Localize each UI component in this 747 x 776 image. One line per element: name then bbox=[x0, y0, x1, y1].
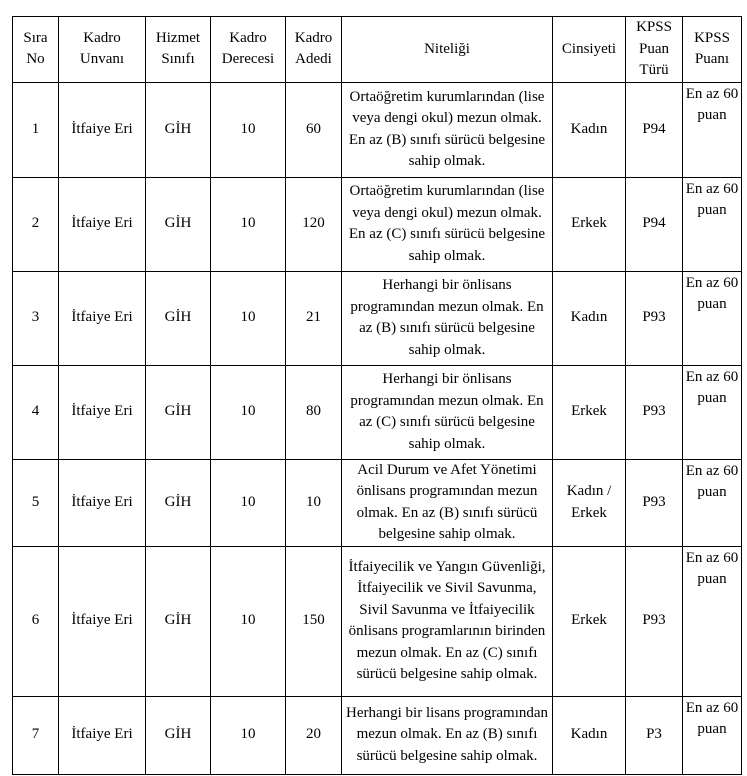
table-row bbox=[13, 177, 742, 271]
cell-hizmet-sinifi: GİH bbox=[146, 271, 211, 365]
cell-cinsiyeti: Erkek bbox=[553, 177, 626, 271]
cell-kpss-puani: En az 60 puan bbox=[683, 459, 742, 546]
cell-kadro-derecesi: 10 bbox=[211, 459, 286, 546]
cell-kadro-derecesi: 10 bbox=[211, 365, 286, 459]
header-kpss-puani: KPSS Puanı bbox=[683, 17, 742, 83]
cell-kpss-puani: En az 60 puan bbox=[683, 546, 742, 696]
cell-niteligi: Acil Durum ve Afet Yönetimi önlisans programından mezun olmak. En az (B) sınıfı sürücü belgesine sahip olmak. bbox=[342, 459, 553, 546]
cell-sira-no: 5 bbox=[13, 459, 59, 546]
cell-sira-no: 4 bbox=[13, 365, 59, 459]
header-sira-no: Sıra No bbox=[13, 17, 59, 83]
cell-sira-no: 2 bbox=[13, 177, 59, 271]
header-kadro-adedi: Kadro Adedi bbox=[286, 17, 342, 83]
cell-kpss-puan-turu: P93 bbox=[626, 546, 683, 696]
table-row bbox=[13, 271, 742, 365]
cell-hizmet-sinifi: GİH bbox=[146, 177, 211, 271]
table-row bbox=[13, 696, 742, 774]
cell-kpss-puan-turu: P3 bbox=[626, 696, 683, 774]
cell-niteligi: Ortaöğretim kurumlarından (lise veya dengi okul) mezun olmak. En az (C) sınıfı sürücü belgesine sahip olmak. bbox=[342, 177, 553, 271]
cell-kadro-adedi: 150 bbox=[286, 546, 342, 696]
cell-hizmet-sinifi: GİH bbox=[146, 82, 211, 177]
table-row bbox=[13, 82, 742, 177]
header-kadro-unvani: Kadro Unvanı bbox=[59, 17, 146, 83]
cell-kpss-puani: En az 60 puan bbox=[683, 271, 742, 365]
cell-kadro-derecesi: 10 bbox=[211, 546, 286, 696]
header-niteligi: Niteliği bbox=[342, 17, 553, 83]
cell-niteligi: Herhangi bir lisans programından mezun olmak. En az (B) sınıfı sürücü belgesine sahip olmak. bbox=[342, 696, 553, 774]
table-row bbox=[13, 546, 742, 696]
cell-niteligi: İtfaiyecilik ve Yangın Güvenliği, İtfaiyecilik ve Sivil Savunma, Sivil Savunma ve İtfaiyecilik önlisans programlarının birinden mezun olmak. En az (C) sınıfı sürücü belgesine sahip olmak. bbox=[342, 546, 553, 696]
cell-kadro-unvani: İtfaiye Eri bbox=[59, 696, 146, 774]
cell-kpss-puan-turu: P93 bbox=[626, 365, 683, 459]
cell-cinsiyeti: Kadın bbox=[553, 696, 626, 774]
cell-sira-no: 3 bbox=[13, 271, 59, 365]
cell-niteligi: Herhangi bir önlisans programından mezun olmak. En az (C) sınıfı sürücü belgesine sahip olmak. bbox=[342, 365, 553, 459]
table-row bbox=[13, 459, 742, 546]
cell-kadro-derecesi: 10 bbox=[211, 696, 286, 774]
cell-kadro-unvani: İtfaiye Eri bbox=[59, 459, 146, 546]
cell-kpss-puan-turu: P93 bbox=[626, 459, 683, 546]
cell-cinsiyeti: Kadın bbox=[553, 82, 626, 177]
cell-sira-no: 7 bbox=[13, 696, 59, 774]
cell-hizmet-sinifi: GİH bbox=[146, 546, 211, 696]
cell-hizmet-sinifi: GİH bbox=[146, 696, 211, 774]
cell-kadro-unvani: İtfaiye Eri bbox=[59, 546, 146, 696]
cell-cinsiyeti: Erkek bbox=[553, 365, 626, 459]
cell-kadro-unvani: İtfaiye Eri bbox=[59, 271, 146, 365]
cell-kadro-adedi: 20 bbox=[286, 696, 342, 774]
cell-kpss-puani: En az 60 puan bbox=[683, 365, 742, 459]
cell-kadro-derecesi: 10 bbox=[211, 177, 286, 271]
header-cinsiyeti: Cinsiyeti bbox=[553, 17, 626, 83]
cell-kadro-derecesi: 10 bbox=[211, 271, 286, 365]
header-kadro-derecesi: Kadro Derecesi bbox=[211, 17, 286, 83]
cell-kpss-puan-turu: P94 bbox=[626, 82, 683, 177]
table-row bbox=[13, 365, 742, 459]
cell-cinsiyeti: Kadın bbox=[553, 271, 626, 365]
cell-sira-no: 1 bbox=[13, 82, 59, 177]
cell-cinsiyeti: Erkek bbox=[553, 546, 626, 696]
header-row bbox=[13, 17, 742, 83]
cell-kadro-adedi: 80 bbox=[286, 365, 342, 459]
cell-cinsiyeti: Kadın / Erkek bbox=[553, 459, 626, 546]
kadro-table bbox=[12, 16, 742, 775]
cell-kadro-derecesi: 10 bbox=[211, 82, 286, 177]
cell-kpss-puani: En az 60 puan bbox=[683, 696, 742, 774]
cell-kadro-adedi: 60 bbox=[286, 82, 342, 177]
cell-niteligi: Herhangi bir önlisans programından mezun olmak. En az (B) sınıfı sürücü belgesine sahip olmak. bbox=[342, 271, 553, 365]
cell-kpss-puani: En az 60 puan bbox=[683, 177, 742, 271]
cell-sira-no: 6 bbox=[13, 546, 59, 696]
cell-kadro-adedi: 21 bbox=[286, 271, 342, 365]
cell-kadro-adedi: 120 bbox=[286, 177, 342, 271]
cell-kadro-unvani: İtfaiye Eri bbox=[59, 82, 146, 177]
header-kpss-puan-turu: KPSS Puan Türü bbox=[626, 17, 683, 83]
cell-kadro-unvani: İtfaiye Eri bbox=[59, 177, 146, 271]
cell-hizmet-sinifi: GİH bbox=[146, 459, 211, 546]
cell-kadro-unvani: İtfaiye Eri bbox=[59, 365, 146, 459]
cell-kpss-puan-turu: P93 bbox=[626, 271, 683, 365]
cell-kadro-adedi: 10 bbox=[286, 459, 342, 546]
cell-kpss-puani: En az 60 puan bbox=[683, 82, 742, 177]
cell-kpss-puan-turu: P94 bbox=[626, 177, 683, 271]
cell-hizmet-sinifi: GİH bbox=[146, 365, 211, 459]
cell-niteligi: Ortaöğretim kurumlarından (lise veya dengi okul) mezun olmak. En az (B) sınıfı sürücü belgesine sahip olmak. bbox=[342, 82, 553, 177]
header-hizmet-sinifi: Hizmet Sınıfı bbox=[146, 17, 211, 83]
